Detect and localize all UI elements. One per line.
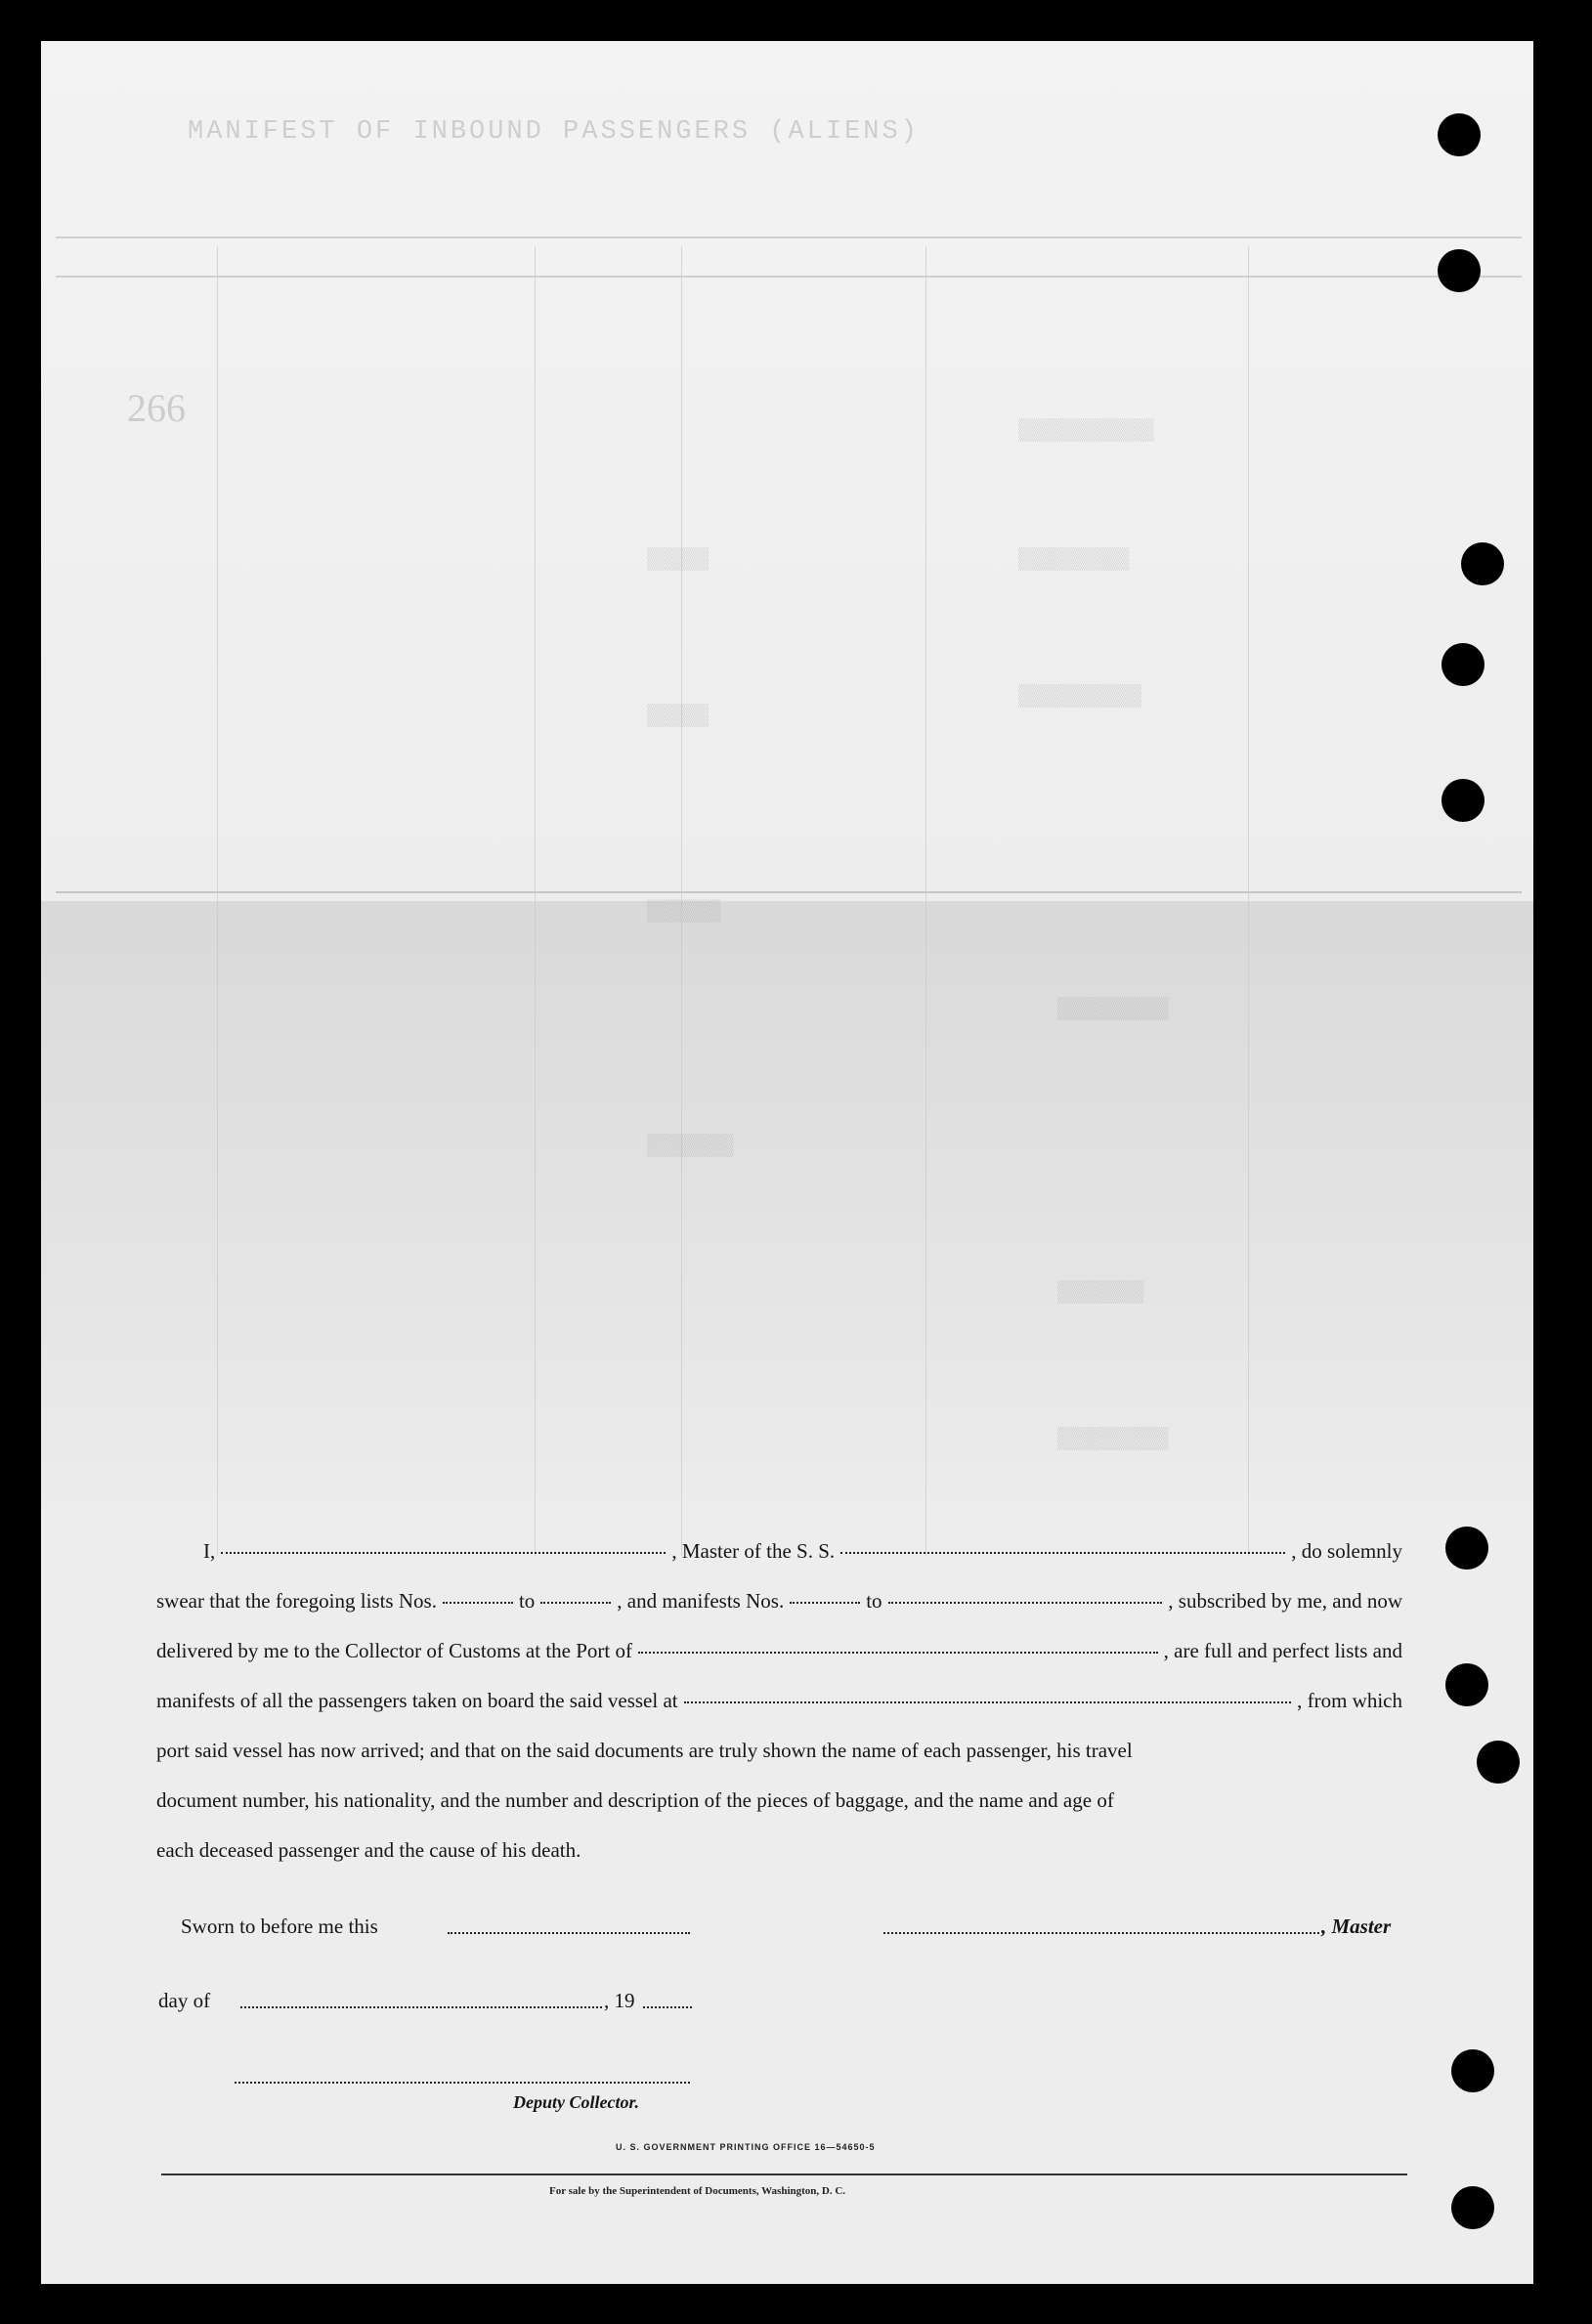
oath-text: manifests of all the passengers taken on board the said vessel at xyxy=(156,1689,678,1712)
year-label: , 19 xyxy=(604,1989,635,2012)
sworn-date-field[interactable] xyxy=(448,1932,690,1934)
punch-hole xyxy=(1445,1663,1488,1706)
deputy-collector-label: Deputy Collector. xyxy=(513,2092,639,2112)
oath-text: delivered by me to the Collector of Customs at the Port of xyxy=(156,1639,632,1662)
bleed-through-smudge: ▒▒▒▒▒▒▒ xyxy=(1057,1282,1144,1305)
oath-line-4 xyxy=(156,1690,1402,1711)
lists-to-field[interactable] xyxy=(540,1602,611,1604)
bleed-through-rule xyxy=(56,276,1522,278)
bleed-through-column xyxy=(217,246,218,1556)
oath-text: , Master of the S. S. xyxy=(671,1539,836,1563)
master-label: , Master xyxy=(1321,1915,1392,1938)
bleed-through-smudge: ▒▒▒▒▒▒ xyxy=(647,901,721,924)
punch-hole xyxy=(1438,249,1481,292)
punch-hole xyxy=(1477,1741,1520,1784)
bleed-through-smudge: ▒▒▒▒▒▒▒▒▒ xyxy=(1057,1429,1169,1451)
oath-line-3 xyxy=(156,1640,1402,1661)
sale-notice: For sale by the Superintendent of Documents, Washington, D. C. xyxy=(549,2185,846,2197)
punch-hole xyxy=(1438,113,1481,156)
oath-text: to xyxy=(866,1589,882,1613)
punch-hole xyxy=(1461,542,1504,585)
bleed-through-title: MANIFEST OF INBOUND PASSENGERS (ALIENS) xyxy=(188,117,920,147)
bleed-through-smudge: ▒▒▒▒▒▒▒▒▒ xyxy=(1018,549,1130,572)
oath-text: swear that the foregoing lists Nos. xyxy=(156,1589,437,1613)
oath-line-6: document number, his nationality, and the number and description of the pieces of baggage, and the name and age of xyxy=(156,1788,1114,1812)
sworn-label: Sworn to before me this xyxy=(181,1915,378,1938)
punch-hole xyxy=(1441,643,1484,686)
day-of-label: day of xyxy=(158,1989,211,2012)
paper-tone-top xyxy=(41,41,1533,901)
oath-line-1 xyxy=(156,1540,1402,1562)
footer-rule xyxy=(161,2173,1407,2175)
oath-text: , do solemnly xyxy=(1291,1539,1403,1563)
oath-text: , and manifests Nos. xyxy=(617,1589,785,1613)
manifests-to-field[interactable] xyxy=(888,1602,1163,1604)
document-page xyxy=(41,41,1533,2284)
paper-tone-middle xyxy=(41,901,1533,1507)
oath-line-7: each deceased passenger and the cause of his death. xyxy=(156,1838,581,1862)
bleed-through-column xyxy=(535,246,536,1556)
master-signature-field[interactable] xyxy=(883,1932,1319,1934)
oath-text: to xyxy=(518,1589,536,1613)
bleed-through-smudge: ▒▒▒▒▒▒▒▒▒▒▒ xyxy=(1018,420,1154,443)
lists-from-field[interactable] xyxy=(443,1602,513,1604)
bleed-through-smudge: ▒▒▒▒▒▒▒ xyxy=(647,1136,734,1158)
bleed-through-fold xyxy=(56,891,1522,893)
bleed-through-smudge: ▒▒▒▒▒▒▒▒▒ xyxy=(1057,999,1169,1021)
bleed-through-column xyxy=(1248,246,1249,1556)
vessel-name-field[interactable] xyxy=(840,1552,1285,1554)
manifests-from-field[interactable] xyxy=(790,1602,860,1604)
bleed-through-number: 266 xyxy=(127,386,186,430)
year-field[interactable] xyxy=(643,2006,692,2008)
oath-text: I, xyxy=(203,1539,216,1563)
oath-line-5: port said vessel has now arrived; and that on the said documents are truly shown the name of each passenger, his travel xyxy=(156,1739,1133,1762)
punch-hole xyxy=(1445,1527,1488,1570)
port-field[interactable] xyxy=(638,1652,1158,1654)
oath-text: , subscribed by me, and now xyxy=(1168,1589,1402,1613)
punch-hole xyxy=(1451,2186,1494,2229)
paper-tone-bottom xyxy=(41,1507,1533,2284)
bleed-through-rule xyxy=(56,237,1522,238)
deputy-collector-signature-field[interactable] xyxy=(235,2082,690,2084)
master-name-field[interactable] xyxy=(221,1552,666,1554)
punch-hole xyxy=(1451,2049,1494,2092)
bleed-through-smudge: ▒▒▒▒▒ xyxy=(647,549,710,572)
sworn-label-wrap xyxy=(181,1915,494,1937)
bleed-through-smudge: ▒▒▒▒▒ xyxy=(647,706,710,728)
bleed-through-smudge: ▒▒▒▒▒▒▒▒▒▒ xyxy=(1018,686,1142,709)
oath-line-2 xyxy=(156,1590,1402,1612)
printer-imprint: U. S. GOVERNMENT PRINTING OFFICE 16—54650-5 xyxy=(616,2142,876,2152)
day-of-field[interactable] xyxy=(240,2006,602,2008)
oath-text: , are full and perfect lists and xyxy=(1163,1639,1402,1662)
departure-port-field[interactable] xyxy=(684,1701,1292,1703)
oath-text: , from which xyxy=(1297,1689,1402,1712)
bleed-through-column xyxy=(925,246,926,1556)
punch-hole xyxy=(1441,779,1484,822)
